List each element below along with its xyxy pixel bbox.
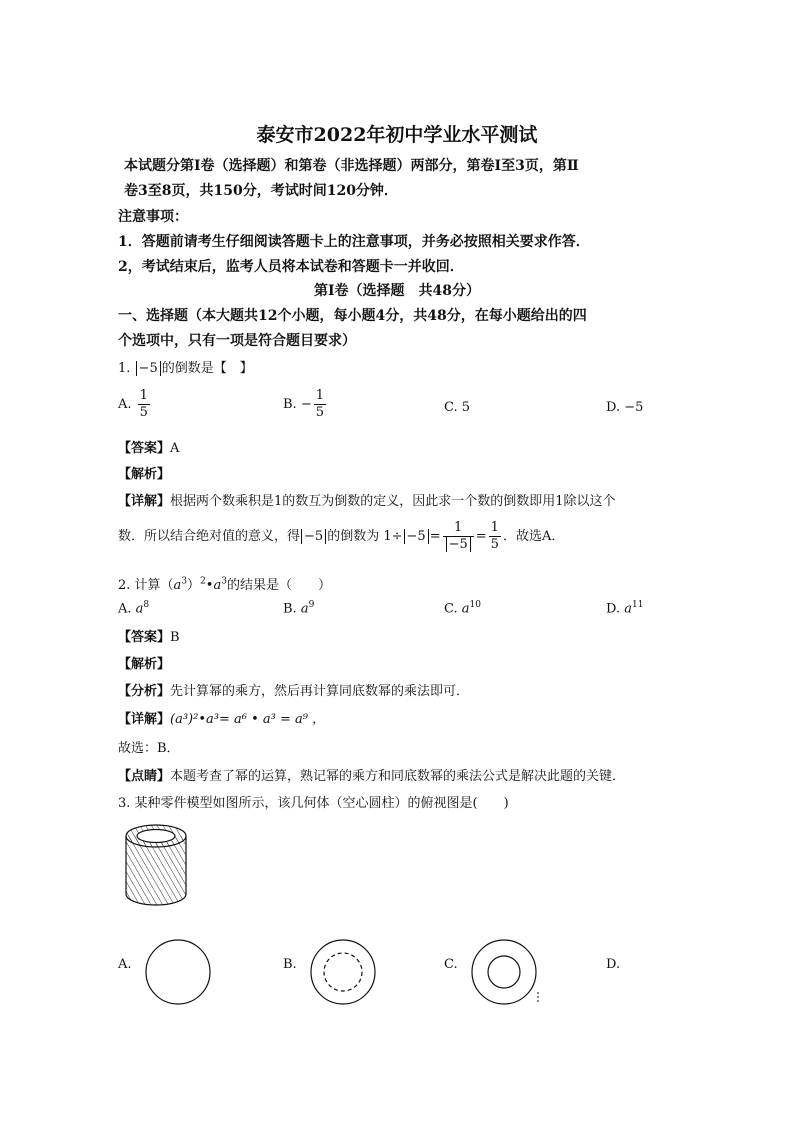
q1-detail-fraction-2 xyxy=(489,520,501,553)
q1-detail-frac1-den-abs: −5 xyxy=(446,537,471,552)
q2-analysis-tag: 【解析】 xyxy=(118,657,171,672)
q1-detail-text-2b: 的倒数为 xyxy=(327,529,380,544)
q2-option-b-var: a xyxy=(300,601,309,617)
q2-fenxi-text: 先计算幂的乘方，然后再计算同底数幂的乘法即可． xyxy=(170,684,470,699)
section-title: 第Ⅰ卷（选择题 共48分） xyxy=(313,283,481,299)
q2-stem-exp1: 3 xyxy=(181,576,188,587)
q2-option-d-label: D. xyxy=(606,601,625,617)
notice-item-2: 2，考试结束后，监考人员将本试卷和答题卡一并收回． xyxy=(118,259,464,275)
q2-answer-tag: 【答案】 xyxy=(118,630,171,645)
q1-option-b-sign: − xyxy=(300,397,312,412)
q3-option-d-mark xyxy=(536,992,540,1004)
q2-option-c-var: a xyxy=(461,601,470,617)
q2-option-a-var: a xyxy=(135,601,144,617)
q1-number: 1. xyxy=(118,361,131,376)
q2-stem-dot: • xyxy=(205,578,214,593)
q2-stem-exp3: 3 xyxy=(221,576,227,587)
q1-answer-tag: 【答案】 xyxy=(118,441,171,456)
q2-stem-base: a xyxy=(173,578,182,593)
q2-stem-mid: ） xyxy=(187,578,201,593)
q1-detail-text-2a: 数．所以结合绝对值的意义，得 xyxy=(118,529,301,544)
q1-detail-frac1-den xyxy=(443,537,474,553)
q3-option-b-label: B. xyxy=(283,957,297,972)
q2-option-a-label: A. xyxy=(118,601,136,617)
notice-item-1: 1．答题前请考生仔细阅读答题卡上的注意事项，并务必按照相关要求作答． xyxy=(118,234,590,250)
q1-detail-tag: 【详解】 xyxy=(118,494,171,509)
q2-option-c-exp: 10 xyxy=(469,600,481,610)
q1-option-b-denominator: 5 xyxy=(315,405,325,420)
q1-option-d: D. −5 xyxy=(606,400,644,415)
q1-stem-tail: 的倒数是【 】 xyxy=(161,361,253,376)
q1-detail-abs: −5 xyxy=(301,529,326,544)
q1-option-b-fraction xyxy=(314,388,326,421)
q1-answer-value: A xyxy=(170,441,180,456)
q1-detail-frac2-den: 5 xyxy=(490,537,499,552)
q1-answer xyxy=(118,437,179,456)
q3-stem: 3. 某种零件模型如图所示，该几何体（空心圆柱）的俯视图是( ) xyxy=(118,796,509,811)
part1-instructions-line-2: 个选项中，只有一项是符合题目要求） xyxy=(118,333,356,349)
q1-stem xyxy=(118,357,253,376)
q1-option-a-denominator: 5 xyxy=(139,405,148,420)
q2-conclusion: 故选：B． xyxy=(118,741,180,756)
q2-stem xyxy=(118,574,331,593)
q3-option-b-circle xyxy=(309,938,377,1006)
q1-detail-line-2 xyxy=(118,520,564,553)
q2-option-d xyxy=(606,600,643,616)
q2-detail-expr: (a³)²•a³= a⁶ • a³ = a⁹ ， xyxy=(170,712,326,727)
q2-option-a xyxy=(118,600,149,616)
q1-detail-frac2-num: 1 xyxy=(490,520,499,535)
q2-stem-base2: a xyxy=(213,578,222,593)
q2-option-c-label: C. xyxy=(444,601,462,617)
q1-detail-expr-abs: −5 xyxy=(404,529,429,544)
q2-option-b-label: B. xyxy=(283,601,301,617)
q1-option-a-fraction xyxy=(138,388,150,421)
q3-option-d-label: D. xyxy=(606,957,621,972)
intro-line-1: 本试题分第Ⅰ卷（选择题）和第卷（非选择题）两部分，第卷Ⅰ至3页，第Ⅱ xyxy=(124,158,579,174)
intro-line-2: 卷3至8页，共150分，考试时间120分钟． xyxy=(124,183,398,199)
page-title: 泰安市2022年初中学业水平测试 xyxy=(256,124,538,146)
q1-detail-end: ．故选A． xyxy=(502,529,565,544)
q2-detail-tag: 【详解】 xyxy=(118,712,171,727)
q3-option-a-label: A. xyxy=(118,957,132,972)
q1-option-b-numerator: 1 xyxy=(315,388,325,403)
q2-dianjing xyxy=(118,765,625,784)
q1-option-a xyxy=(118,388,152,421)
q3-option-c-label: C. xyxy=(444,957,458,972)
q3-option-a-circle xyxy=(144,938,212,1006)
q2-dianjing-tag: 【点睛】 xyxy=(118,769,171,784)
q1-option-b-label: B. xyxy=(283,397,297,412)
hollow-cylinder-figure xyxy=(118,818,194,910)
q1-detail-fraction-1 xyxy=(443,520,474,553)
q1-detail-text-1: 根据两个数乘积是1的数互为倒数的定义，因此求一个数的倒数即用1除以这个 xyxy=(170,494,616,509)
q1-detail-frac1-num: 1 xyxy=(443,520,474,537)
q2-stem-a: 2. 计算（ xyxy=(118,578,174,593)
q2-answer xyxy=(118,626,180,645)
q2-stem-end: 的结果是（ ） xyxy=(226,578,331,593)
q1-abs-value: −5 xyxy=(136,361,161,376)
q2-answer-value: B xyxy=(170,630,180,645)
q2-fenxi-tag: 【分析】 xyxy=(118,684,171,699)
part1-instructions-line-1: 一、选择题（本大题共12个小题，每小题4分，共48分，在每小题给出的四 xyxy=(118,308,587,324)
q2-option-a-exp: 8 xyxy=(143,600,150,610)
q2-option-d-var: a xyxy=(624,601,632,617)
q2-fenxi xyxy=(118,680,469,699)
q2-dianjing-text: 本题考查了幂的运算，熟记幂的乘方和同底数幂的乘法公式是解决此题的关键． xyxy=(170,769,626,784)
q1-option-b xyxy=(283,388,328,421)
q1-option-a-label: A. xyxy=(118,397,132,412)
q2-detail xyxy=(118,708,325,727)
q2-stem-exp2: 2 xyxy=(200,576,206,587)
q2-option-b xyxy=(283,600,314,616)
q2-option-c xyxy=(444,600,481,616)
q1-detail-eq2: = xyxy=(475,529,487,544)
q2-option-b-exp: 9 xyxy=(308,600,315,610)
q2-option-d-exp: 11 xyxy=(632,600,644,610)
q3-option-c-circle xyxy=(470,938,538,1006)
notice-heading: 注意事项： xyxy=(118,209,188,225)
q1-option-c: C. 5 xyxy=(444,400,471,415)
q1-option-a-numerator: 1 xyxy=(139,388,148,403)
q1-detail-eq: = xyxy=(429,529,441,544)
q1-analysis-tag: 【解析】 xyxy=(118,467,171,482)
q1-detail-line-1 xyxy=(118,490,616,509)
q1-detail-expr-a: 1÷ xyxy=(383,529,403,544)
